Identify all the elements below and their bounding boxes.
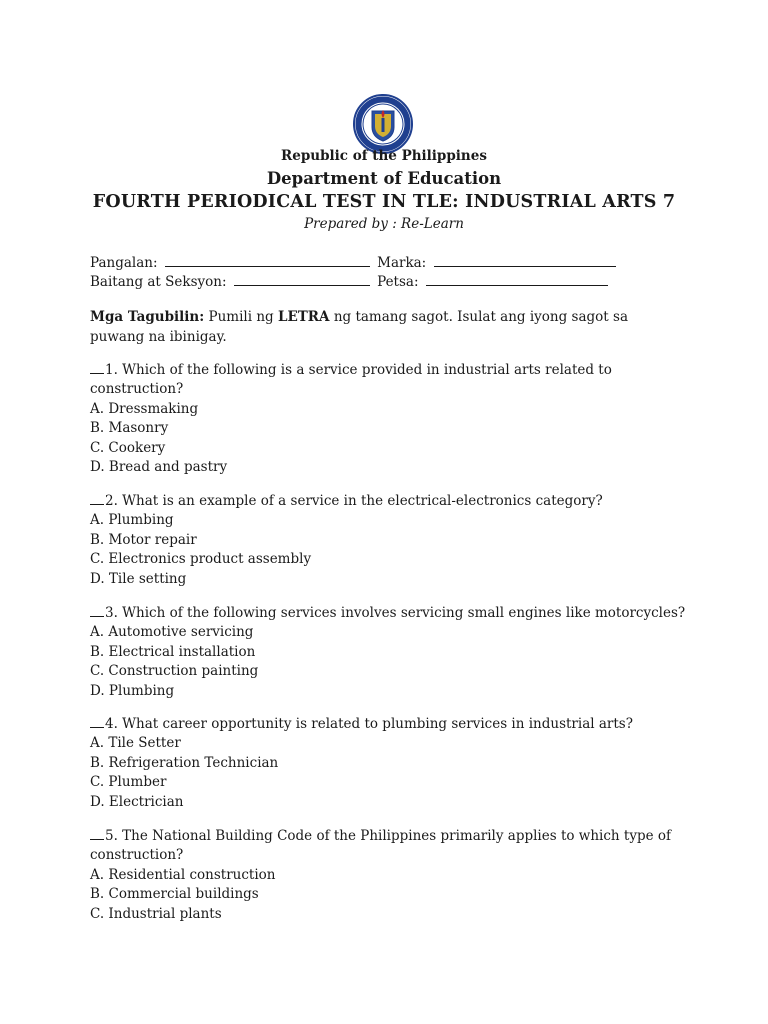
question-text: 4. What career opportunity is related to plumbing services in industrial arts? [105, 716, 633, 732]
answer-blank[interactable] [90, 715, 104, 728]
grade-section-blank[interactable] [234, 274, 370, 286]
test-title: FOURTH PERIODICAL TEST IN TLE: INDUSTRIAL ARTS 7 [92, 192, 676, 212]
option-d: D. Electrician [90, 793, 184, 810]
instructions-text-after: ng tamang sagot. Isulat ang iyong sagot sa puwang na ibinigay. [90, 309, 628, 345]
grade-section-label: Baitang at Seksyon: [90, 274, 227, 290]
option-c: C. Cookery [90, 439, 166, 456]
date-blank[interactable] [426, 274, 608, 286]
question-text: 2. What is an example of a service in the electrical-electronics category? [105, 493, 603, 509]
option-a: A. Automotive servicing [90, 624, 254, 641]
option-c: C. Electronics product assembly [90, 551, 312, 568]
option-b: B. Refrigeration Technician [90, 754, 279, 771]
option-c: C. Construction painting [90, 663, 259, 680]
option-a: A. Plumbing [90, 512, 174, 529]
question-text: 5. The National Building Code of the Philippines primarily applies to which type of construction? [90, 828, 672, 864]
instructions [90, 308, 680, 347]
name-score-row [90, 255, 619, 271]
question-text: 3. Which of the following services involves servicing small engines like motorcycles? [105, 605, 686, 621]
answer-blank[interactable] [90, 604, 104, 617]
name-label: Pangalan: [90, 255, 158, 271]
answer-blank[interactable] [90, 492, 104, 505]
prepared-by: Prepared by : Re-Learn [304, 216, 464, 232]
deped-seal-icon [353, 94, 413, 154]
option-d: D. Tile setting [90, 570, 187, 587]
question-1 [90, 361, 690, 477]
option-b: B. Masonry [90, 420, 169, 437]
option-c: C. Plumber [90, 774, 167, 791]
name-blank[interactable] [165, 255, 370, 267]
option-b: B. Electrical installation [90, 643, 256, 660]
department-heading: Department of Education [266, 169, 502, 188]
question-2 [90, 492, 690, 589]
instructions-label: Mga Tagubilin: [90, 309, 205, 325]
option-a: A. Tile Setter [90, 735, 181, 752]
option-c: C. Industrial plants [90, 905, 222, 922]
option-d: D. Bread and pastry [90, 459, 228, 476]
date-label: Petsa: [377, 274, 419, 290]
question-4 [90, 715, 690, 812]
question-5 [90, 827, 690, 924]
answer-blank[interactable] [90, 827, 104, 840]
option-a: A. Dressmaking [90, 400, 199, 417]
instructions-emphasis: LETRA [277, 309, 330, 325]
instructions-text-before: Pumili ng [208, 309, 274, 325]
grade-date-row [90, 274, 611, 290]
republic-heading: Republic of the Philippines [281, 148, 487, 164]
score-blank[interactable] [434, 255, 616, 267]
score-label: Marka: [377, 255, 427, 271]
option-b: B. Motor repair [90, 531, 197, 548]
option-d: D. Plumbing [90, 682, 175, 699]
question-text: 1. Which of the following is a service provided in industrial arts related to construction? [90, 362, 612, 398]
option-b: B. Commercial buildings [90, 886, 259, 903]
answer-blank[interactable] [90, 361, 104, 374]
question-3 [90, 604, 690, 701]
option-a: A. Residential construction [90, 866, 276, 883]
